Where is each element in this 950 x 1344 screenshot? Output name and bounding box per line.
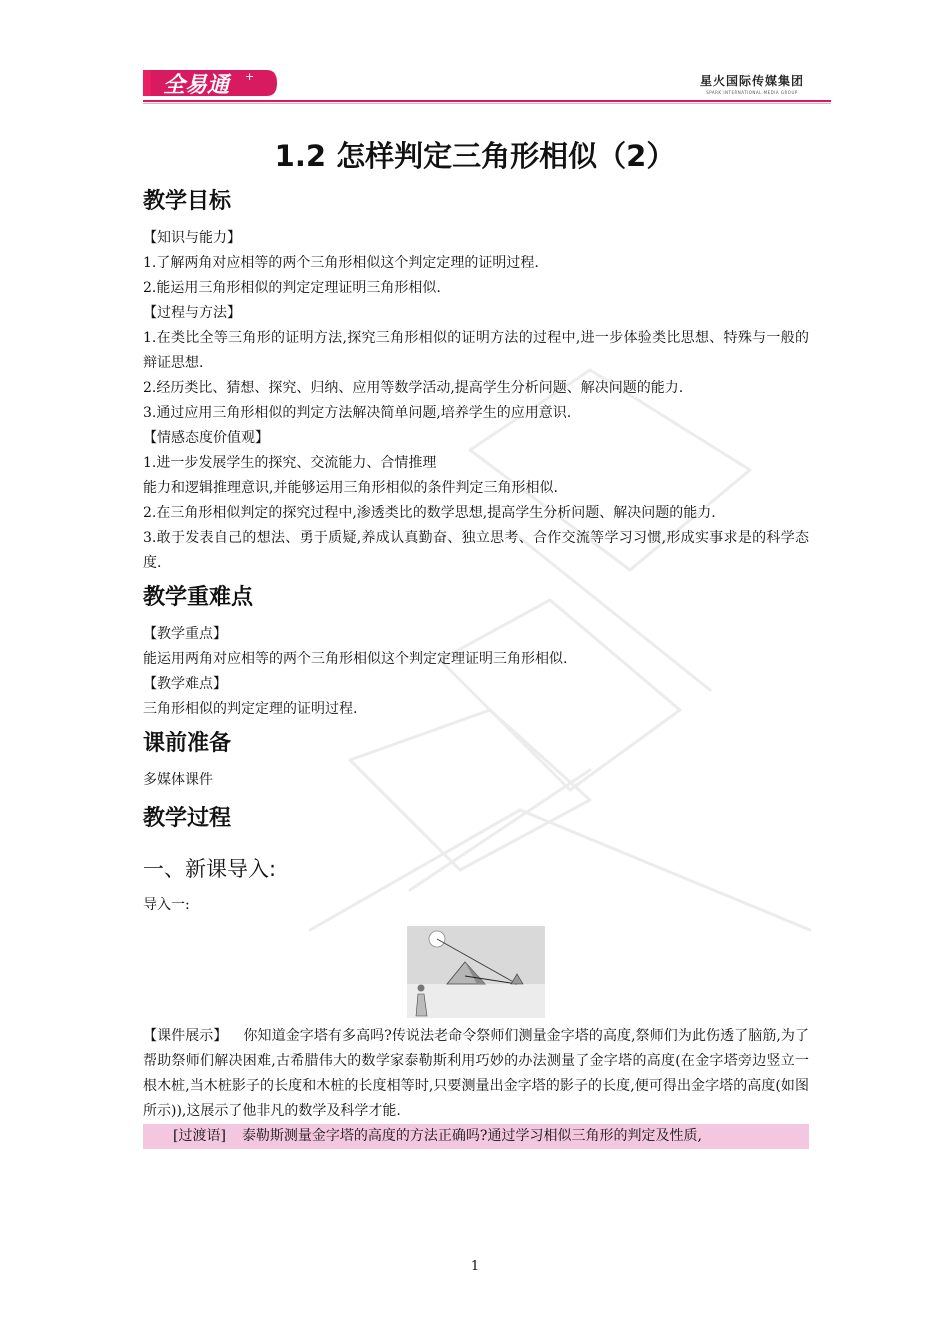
difficulty-tag: 【教学难点】 — [143, 676, 227, 692]
page-number: 1 — [470, 1259, 480, 1274]
emotion-item: 能力和逻辑推理意识,并能够运用三角形相似的条件判定三角形相似. — [143, 480, 558, 496]
courseware-paragraph — [143, 1024, 809, 1124]
difficulty-text: 三角形相似的判定定理的证明过程. — [143, 701, 358, 717]
process-item: 3.通过应用三角形相似的判定方法解决简单问题,培养学生的应用意识. — [143, 405, 572, 421]
prep-text: 多媒体课件 — [143, 772, 213, 788]
header-divider — [143, 100, 831, 102]
section-heading-prep: 课前准备 — [143, 731, 232, 756]
emotion-tag: 【情感态度价值观】 — [143, 430, 269, 446]
knowledge-item: 1.了解两角对应相等的两个三角形相似这个判定定理的证明过程. — [143, 255, 539, 271]
knowledge-item: 2.能运用三角形相似的判定定理证明三角形相似. — [143, 280, 441, 296]
emotion-item: 2.在三角形相似判定的探究过程中,渗透类比的数学思想,提高学生分析问题、解决问题的能力. — [143, 505, 716, 521]
section-heading-key-points: 教学重难点 — [143, 585, 254, 610]
intro-label: 导入一: — [143, 897, 190, 913]
knowledge-tag: 【知识与能力】 — [143, 230, 241, 246]
transition-paragraph — [143, 1124, 809, 1149]
page-title: 1.2 怎样判定三角形相似（2） — [274, 139, 676, 173]
transition-text: 泰勒斯测量金字塔的高度的方法正确吗?通过学习相似三角形的判定及性质, — [241, 1128, 702, 1144]
section-heading-goals: 教学目标 — [143, 189, 232, 214]
publisher-name-en: SPARK INTERNATIONAL MEDIA GROUP — [706, 90, 798, 95]
focus-text: 能运用两角对应相等的两个三角形相似这个判定定理证明三角形相似. — [143, 651, 568, 667]
courseware-text: 你知道金字塔有多高吗?传说法老命令祭师们测量金字塔的高度,祭师们为此伤透了脑筋,为了帮助祭师们解决困难,古希腊伟大的数学家泰勒斯利用巧妙的办法测量了金字塔的高度(在金字塔旁边竖立一根木桩,当木桩影子的长度和木桩的长度相等时,只要测量出金字塔的影子的长度,便可得出金字塔的高度(如图所示)),这展示了他非凡的数学及科学才能. — [143, 1028, 810, 1119]
logo-text: 全易通 — [163, 73, 230, 98]
header-divider-light — [143, 103, 831, 104]
publisher-mark — [692, 72, 812, 95]
emotion-item: 3.敢于发表自己的想法、勇于质疑,养成认真勤奋、独立思考、合作交流等学习习惯,形成实事求是的科学态度. — [143, 530, 809, 571]
focus-tag: 【教学重点】 — [143, 626, 227, 642]
brand-logo — [143, 66, 281, 100]
emotion-item: 1.进一步发展学生的探究、交流能力、合情推理 — [143, 455, 437, 471]
process-item: 2.经历类比、猜想、探究、归纳、应用等数学活动,提高学生分析问题、解决问题的能力. — [143, 380, 684, 396]
transition-tag: [过渡语] — [173, 1128, 226, 1144]
section-heading-process: 教学过程 — [143, 806, 232, 831]
pyramid-illustration — [407, 926, 545, 1018]
svg-text:+: + — [245, 70, 255, 83]
process-tag: 【过程与方法】 — [143, 305, 241, 321]
process-item: 1.在类比全等三角形的证明方法,探究三角形相似的证明方法的过程中,进一步体验类比思想、特殊与一般的辩证思想. — [143, 330, 809, 371]
sub-heading-intro: 一、新课导入: — [143, 857, 277, 881]
courseware-tag: 【课件展示】 — [143, 1028, 228, 1044]
publisher-name: 星火国际传媒集团 — [699, 74, 804, 88]
document-body — [143, 186, 809, 1149]
